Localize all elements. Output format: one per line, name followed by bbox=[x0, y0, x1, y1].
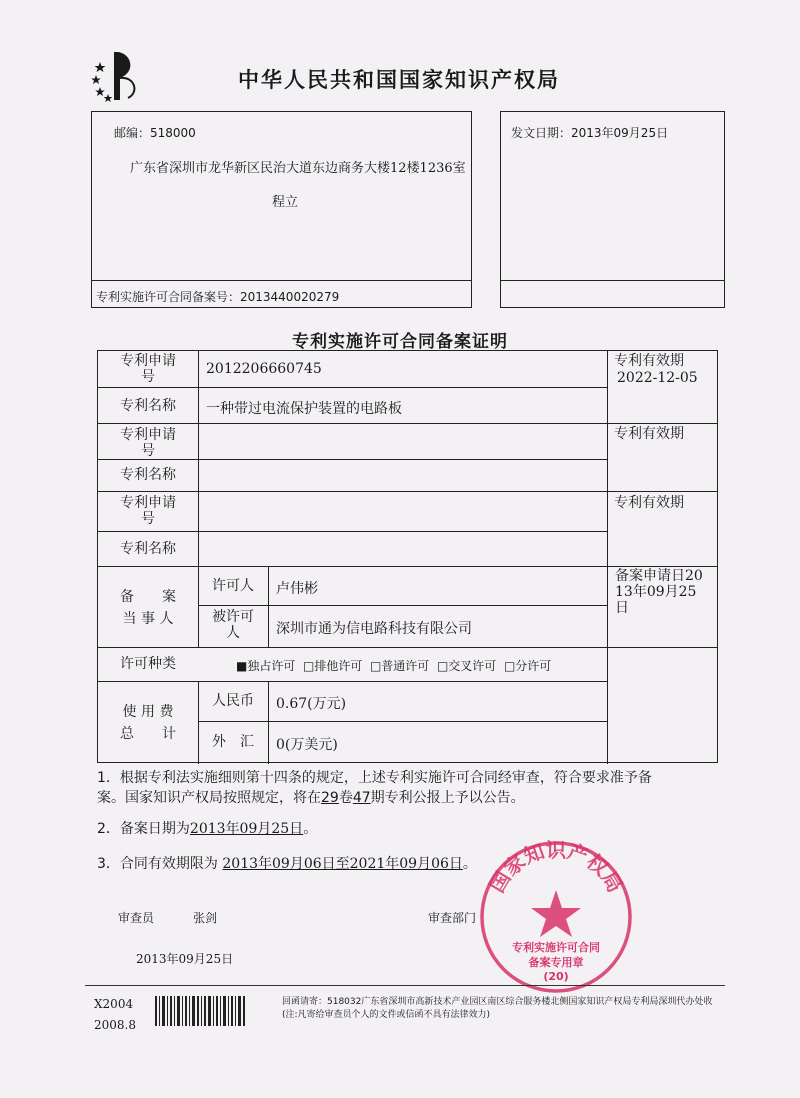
fx-amount: 0(万美元) bbox=[276, 737, 338, 753]
barcode bbox=[155, 996, 247, 1032]
rmb-label: 人民币 bbox=[212, 693, 254, 709]
licensor-name: 卢伟彬 bbox=[276, 581, 318, 597]
svg-text:(20): (20) bbox=[543, 970, 569, 983]
postcode: 邮编：518000 bbox=[114, 126, 196, 140]
svg-text:备案专用章: 备案专用章 bbox=[528, 956, 584, 969]
patent-name-label-1: 专利名称 bbox=[120, 398, 176, 414]
filing-number: 专利实施许可合同备案号：2013440020279 bbox=[96, 290, 340, 304]
patent-name-label-2: 专利名称 bbox=[120, 467, 176, 483]
licensor-label: 许可人 bbox=[212, 578, 254, 594]
patent-number-label-2: 专利申请 号 bbox=[120, 427, 176, 459]
note-3: 3．合同有效期限为 2013年09月06日至2021年09月06日。 bbox=[97, 856, 477, 872]
valid-label-1: 专利有效期 bbox=[614, 353, 684, 369]
issue-date-box bbox=[500, 111, 725, 308]
parties-label: 备 案 当 事 人 bbox=[120, 589, 176, 627]
valid-label-3: 专利有效期 bbox=[614, 495, 684, 511]
examiner-name: 张剑 bbox=[193, 911, 218, 925]
patent-name-label-3: 专利名称 bbox=[120, 541, 176, 557]
patent-number-label-1: 专利申请 号 bbox=[120, 353, 176, 385]
licensee-label: 被许可 人 bbox=[212, 609, 254, 641]
certificate-title: 专利实施许可合同备案证明 bbox=[292, 332, 508, 352]
sign-date: 2013年09月25日 bbox=[136, 952, 234, 966]
issue-date: 发文日期：2013年09月25日 bbox=[511, 126, 669, 140]
patent-number-label-3: 专利申请 号 bbox=[120, 495, 176, 527]
department-label: 审查部门 bbox=[428, 911, 477, 925]
license-sub: □分许可 bbox=[503, 659, 552, 673]
valid-date-1: 2022-12-05 bbox=[617, 370, 698, 386]
filing-table bbox=[97, 350, 718, 763]
examiner-label: 审查员 bbox=[118, 911, 155, 925]
licensee-name: 深圳市通为信电路科技有限公司 bbox=[276, 621, 472, 637]
form-code: X2004 bbox=[94, 997, 134, 1011]
fee-label: 使 用 费 总 计 bbox=[120, 704, 176, 742]
license-cross: □交叉许可 bbox=[436, 659, 497, 673]
license-exclusive: ■独占许可 bbox=[236, 659, 296, 673]
note-2: 2．备案日期为2013年09月25日。 bbox=[97, 821, 318, 837]
office-name: 中华人民共和国国家知识产权局 bbox=[238, 68, 560, 92]
filing-apply-date: 备案申请日2013年09月25日 bbox=[615, 568, 703, 616]
svg-text:专利实施许可合同: 专利实施许可合同 bbox=[512, 941, 600, 954]
office-logo bbox=[88, 48, 150, 106]
license-type-options bbox=[236, 657, 551, 674]
rmb-amount: 0.67(万元) bbox=[276, 696, 347, 712]
patent-number-1: 2012206660745 bbox=[206, 361, 322, 377]
valid-label-2: 专利有效期 bbox=[614, 426, 684, 442]
address-box bbox=[91, 111, 472, 308]
patent-name-1: 一种带过电流保护装置的电路板 bbox=[206, 401, 402, 417]
license-sole: □排他许可 bbox=[302, 659, 363, 673]
svg-text:国家知识产权局: 国家知识产权局 bbox=[484, 838, 628, 897]
note-1: 1．根据专利法实施细则第十四条的规定，上述专利实施许可合同经审查，符合要求准予备 案。国家知识产权局按照规定，将在29卷47期专利公报上予以公告。 bbox=[97, 770, 652, 806]
official-seal bbox=[476, 838, 636, 996]
license-type-label: 许可种类 bbox=[120, 656, 176, 672]
recipient-address: 广东省深圳市龙华新区民治大道东边商务大楼12楼1236室 bbox=[130, 161, 466, 176]
fx-label: 外 汇 bbox=[212, 734, 254, 750]
license-general: □普通许可 bbox=[369, 659, 430, 673]
reply-address-note: 回函请寄：518032广东省深圳市高新技术产业园区南区综合服务楼北侧国家知识产权局专利局深圳代办处收(注:凡寄给审查员个人的文件或信函不具有法律效力) bbox=[282, 997, 713, 1020]
recipient-name: 程立 bbox=[272, 195, 299, 210]
form-date: 2008.8 bbox=[94, 1018, 136, 1032]
